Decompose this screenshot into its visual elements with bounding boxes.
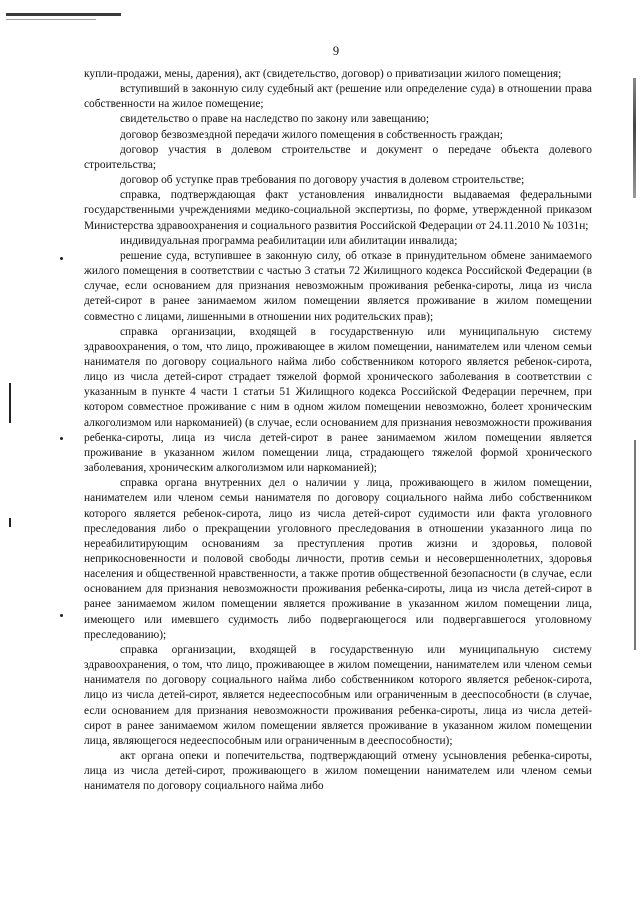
paragraph: справка организации, входящей в государственную или муниципальную систему здравоохранения, о том, что лицо, проживающее в жилом помещении, нанимателем или членом семьи нанимателя по договору социального найма либо собственником которого является ребенок-сирота, лицо из числа детей-сирот, является недееспособным или ограниченным в дееспособности (в случае, если основанием для признания невозможности проживания ребенка-сироты, лица из числа детей-сирот в ранее занимаемом жилом помещении является проживание в указанном жилом помещении лица, являющегося недееспособным или ограниченным в дееспособности); (84, 643, 592, 747)
paragraph: справка организации, входящей в государственную или муниципальную систему здравоохранения, о том, что лицо, проживающее в жилом помещении, нанимателем или членом семьи нанимателя по договору социального найма либо собственником которого является ребенок-сирота, лицо из числа детей-сирот страдает тяжелой формой хронического заболевания в соответствии с указанным в пункте 4 части 1 статьи 51 Жилищного кодекса Российской Федерации перечнем, при котором совместное проживание с ним в одном жилом помещении невозможно, болеет хроническим алкоголизмом или наркоманией) (в случае, если основанием для признания невозможности проживания ребенка-сироты, лица из числа детей-сирот в ранее занимаемом жилом помещении является проживание в указанном жилом помещении лица, страдающего тяжелой формой хронического заболевания, хроническим алкоголизмом или наркоманией); (84, 325, 592, 475)
paragraph: договор участия в долевом строительстве и документ о передаче объекта долевого строительства; (84, 143, 592, 171)
margin-dot (60, 437, 63, 440)
margin-dot (60, 257, 63, 260)
scan-edge-mark-lower (634, 440, 636, 650)
page-number: 9 (332, 44, 340, 58)
header-rule-thin (6, 19, 96, 20)
paragraph: справка органа внутренних дел о наличии у лица, проживающего в жилом помещении, нанимателем или членом семьи нанимателя по договору социального найма либо собственником которого является ребенок-сирота, лицо из числа детей-сирот судимости или факта уголовного преследования либо о прекращении уголовного преследования в отношении указанного лица по нереабилитирующим основаниям за преступления против жизни и здоровья, половой неприкосновенности и половой свободы личности, против семьи и несовершеннолетних, здоровья населения и общественной нравственности, а также против общественной безопасности (в случае, если основанием для признания невозможности проживания ребенка-сироты, лица из числа детей-сирот в ранее занимаемом жилом помещении является проживание в указанном жилом помещении лица, имеющего или имевшего судимость либо подвергающегося или подвергавшегося уголовному преследованию); (84, 477, 592, 641)
document-body (84, 67, 592, 795)
scan-edge-mark (633, 78, 636, 198)
margin-tick (9, 518, 11, 527)
paragraph: справка, подтверждающая факт установления инвалидности выдаваемая федеральными государственными учреждениями медико-социальной экспертизы, по форме, утвержденной приказом Министерства здравоохранения и социального развития Российской Федерации от 24.11.2010 № 1031н; (84, 189, 592, 232)
paragraph: договор безвозмездной передачи жилого помещения в собственность граждан; (120, 128, 503, 141)
margin-tick (9, 383, 11, 423)
paragraph: акт органа опеки и попечительства, подтверждающий отмену усыновления ребенка-сироты, лица из числа детей-сирот, проживающего в жилом помещении нанимателем или членом семьи нанимателя по договору социального найма либо (84, 750, 592, 793)
paragraph: купли-продажи, мены, дарения), акт (свидетельство, договор) о приватизации жилого помещения; (84, 68, 562, 80)
header-rule (6, 13, 121, 16)
paragraph: договор об уступке прав требования по договору участия в долевом строительстве; (120, 174, 525, 187)
paragraph: индивидуальная программа реабилитации или абилитации инвалида; (120, 234, 458, 247)
paragraph: свидетельство о праве на наследство по закону или завещанию; (120, 113, 430, 126)
paragraph: решение суда, вступившее в законную силу, об отказе в принудительном обмене занимаемого жилого помещения в соответствии с частью 3 статьи 72 Жилищного кодекса Российской Федерации (в случае, если основанием для признания невозможным проживания ребенка-сироты, лица из числа детей-сирот в ранее занимаемом жилом помещении является проживание в жилом помещении совместно с лицами, лишенными в отношении них родительских прав); (84, 249, 592, 323)
paragraph: вступивший в законную силу судебный акт (решение или определение суда) в отношении права собственности на жилое помещение; (84, 83, 592, 111)
margin-dot (60, 614, 63, 617)
